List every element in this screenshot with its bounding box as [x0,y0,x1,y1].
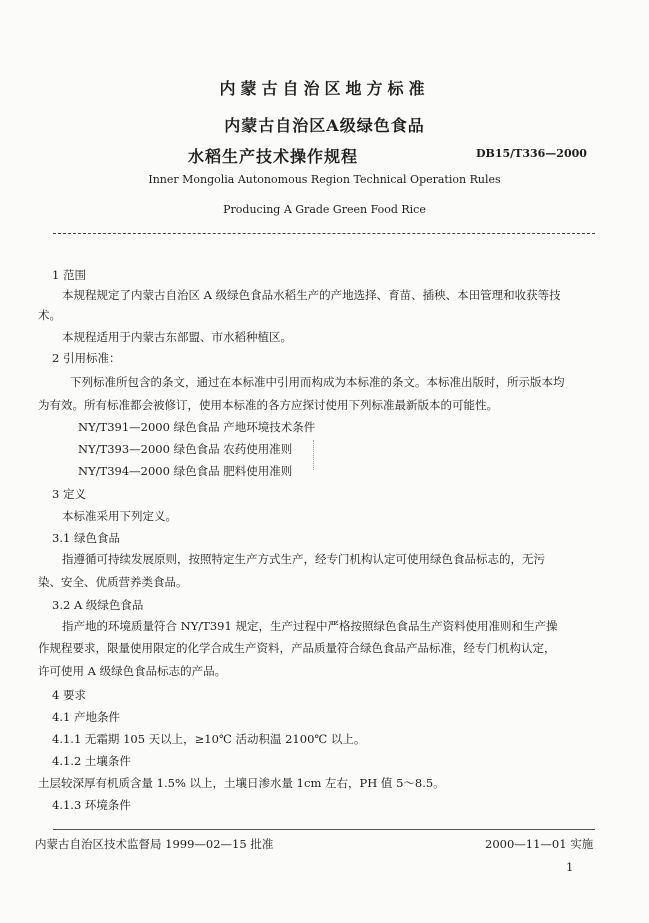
footer-divider [53,829,595,830]
section-4-1-2-heading: 4.1.2 土壤条件 [52,754,131,768]
header-divider [53,233,595,234]
section-4-heading: 4 要求 [52,688,86,702]
reference-standard: NY/T394—2000 绿色食品 肥料使用准则 [78,464,293,478]
section-3-1-heading: 3.1 绿色食品 [52,531,120,545]
title-line1: 内蒙古自治区A级绿色食品 [224,116,425,135]
standard-type: 内蒙古自治区地方标准 [219,79,430,98]
section-4-1-heading: 4.1 产地条件 [52,710,120,724]
reference-standard: NY/T391—2000 绿色食品 产地环境技术条件 [78,420,316,434]
body-line: 许可使用 A 级绿色食品标志的产品。 [38,664,227,678]
title-line2: 水稻生产技术操作规程 [188,147,359,166]
body-line: 术。 [38,308,61,322]
body-line: 下列标准所包含的条文，通过在本标准中引用而构成为本标准的条文。本标准出版时，所示版本均 [70,375,565,389]
body-line: 本规程适用于内蒙古东部盟、市水稻种植区。 [62,330,292,344]
english-title-line2: Producing A Grade Green Food Rice [223,203,426,216]
page-number: 1 [566,860,574,874]
body-line: 指遵循可持续发展原则，按照特定生产方式生产，经专门机构认定可使用绿色食品标志的，无污 [62,552,545,566]
body-line: 作规程要求，限量使用限定的化学合成生产资料，产品质量符合绿色食品产品标准，经专门机构认定， [38,641,556,655]
issuer-approval: 内蒙古自治区技术监督局 1999—02—15 批准 [35,837,274,851]
scan-mark [313,440,316,470]
section-3-heading: 3 定义 [52,487,86,501]
body-line: 本规程规定了内蒙古自治区 A 级绿色食品水稻生产的产地选择、育苗、插秧、本田管理和收获等技 [62,288,561,302]
section-2-heading: 2 引用标准： [52,351,121,365]
effective-date: 2000—11—01 实施 [485,837,594,851]
standard-code: DB15/T336—2000 [476,147,587,160]
section-4-1-3-heading: 4.1.3 环境条件 [52,798,131,812]
reference-standard: NY/T393—2000 绿色食品 农药使用准则 [78,442,293,456]
body-line: 染、安全、优质营养类食品。 [38,575,188,589]
body-line: 为有效。所有标准都会被修订，使用本标准的各方应探讨使用下列标准最新版本的可能性。 [38,398,498,412]
body-line: 土层较深厚有机质含量 1.5% 以上，土壤日渗水量 1cm 左右，PH 值 5～8.5。 [38,776,445,790]
section-3-2-heading: 3.2 A 级绿色食品 [52,598,144,612]
section-1-heading: 1 范围 [52,268,86,282]
body-line: 4.1.1 无霜期 105 天以上，≥10℃ 活动积温 2100℃ 以上。 [52,732,366,746]
body-line: 指产地的环境质量符合 NY/T391 规定，生产过程中严格按照绿色食品生产资料使用准则和生产操 [62,619,558,633]
body-line: 本标准采用下列定义。 [62,509,177,523]
english-title-line1: Inner Mongolia Autonomous Region Technical Operation Rules [148,173,501,186]
